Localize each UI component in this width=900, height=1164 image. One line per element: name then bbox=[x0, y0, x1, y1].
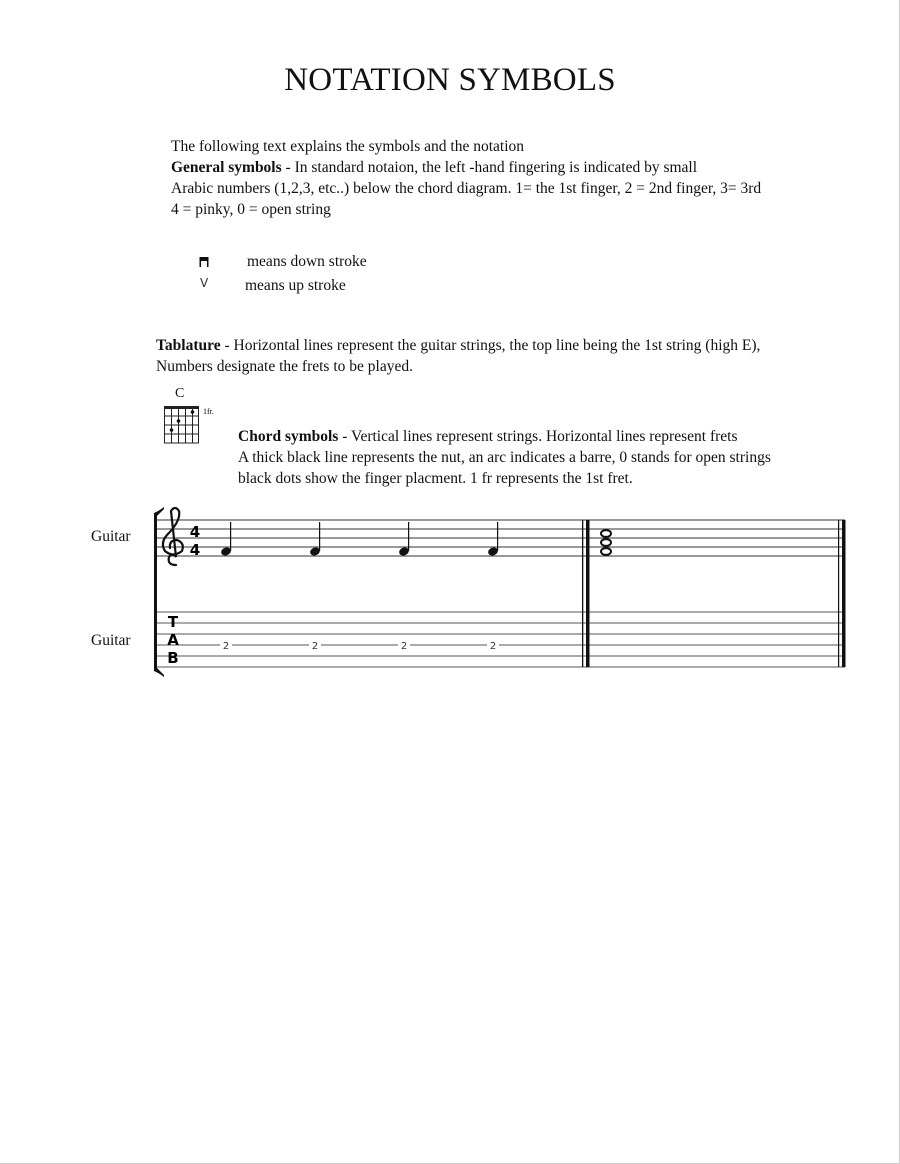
note-4 bbox=[487, 522, 499, 557]
chord-symbols-line-3: black dots show the finger placment. 1 fr represents the 1st fret. bbox=[238, 470, 633, 487]
up-stroke-icon: V bbox=[200, 276, 209, 290]
note-1 bbox=[220, 522, 232, 557]
whole-note-chord bbox=[601, 530, 611, 555]
chord-fret-label: 1fr. bbox=[203, 407, 214, 416]
down-stroke-icon bbox=[199, 254, 209, 264]
chord-diagram bbox=[160, 405, 202, 445]
chord-symbols-line-1 bbox=[238, 426, 737, 447]
intro-line-3: Arabic numbers (1,2,3, etc..) below the chord diagram. 1= the 1st finger, 2 = 2nd finger, 3= 3rd bbox=[171, 180, 762, 197]
tablature-label: Tablature bbox=[156, 337, 221, 354]
tab-instrument-label: Guitar bbox=[91, 632, 131, 649]
tab-fret-1: 2 bbox=[222, 641, 230, 652]
chord-name: C bbox=[175, 386, 185, 401]
intro-line-2 bbox=[171, 157, 697, 178]
tab-fret-4: 2 bbox=[489, 641, 497, 652]
intro-line-2-text: - In standard notaion, the left -hand fingering is indicated by small bbox=[281, 159, 698, 176]
tab-fret-3: 2 bbox=[400, 641, 408, 652]
note-3 bbox=[398, 522, 410, 557]
time-signature-top: 4 bbox=[189, 523, 201, 541]
chord-symbols-line-1-text: - Vertical lines represent strings. Horizontal lines represent frets bbox=[338, 428, 738, 445]
system-bracket bbox=[154, 507, 164, 677]
tablature-line-2: Numbers designate the frets to be played. bbox=[156, 358, 413, 375]
intro-line-1: The following text explains the symbols and the notation bbox=[171, 138, 524, 155]
tab-lines bbox=[157, 612, 845, 667]
tab-letter-b: B bbox=[167, 649, 179, 667]
tablature-line-1-text: - Horizontal lines represent the guitar strings, the top line being the 1st string (high E), bbox=[220, 337, 761, 354]
note-2 bbox=[309, 522, 321, 557]
chord-symbols-label: Chord symbols bbox=[238, 428, 339, 445]
general-symbols-label: General symbols bbox=[171, 159, 282, 176]
staff-instrument-label: Guitar bbox=[91, 528, 131, 545]
tablature-line-1 bbox=[156, 335, 760, 356]
intro-line-4: 4 = pinky, 0 = open string bbox=[171, 201, 331, 218]
up-stroke-label: means up stroke bbox=[245, 277, 346, 294]
staff-lines bbox=[157, 520, 845, 556]
down-stroke-label: means down stroke bbox=[247, 253, 367, 270]
chord-symbols-line-2: A thick black line represents the nut, an arc indicates a barre, 0 stands for open strings bbox=[238, 449, 771, 466]
tab-letter-t: T bbox=[167, 613, 179, 631]
time-signature-bottom: 4 bbox=[189, 541, 201, 559]
tab-fret-2: 2 bbox=[311, 641, 319, 652]
page-title: NOTATION SYMBOLS bbox=[284, 62, 616, 98]
score bbox=[145, 505, 855, 680]
tab-letter-a: A bbox=[167, 631, 179, 649]
